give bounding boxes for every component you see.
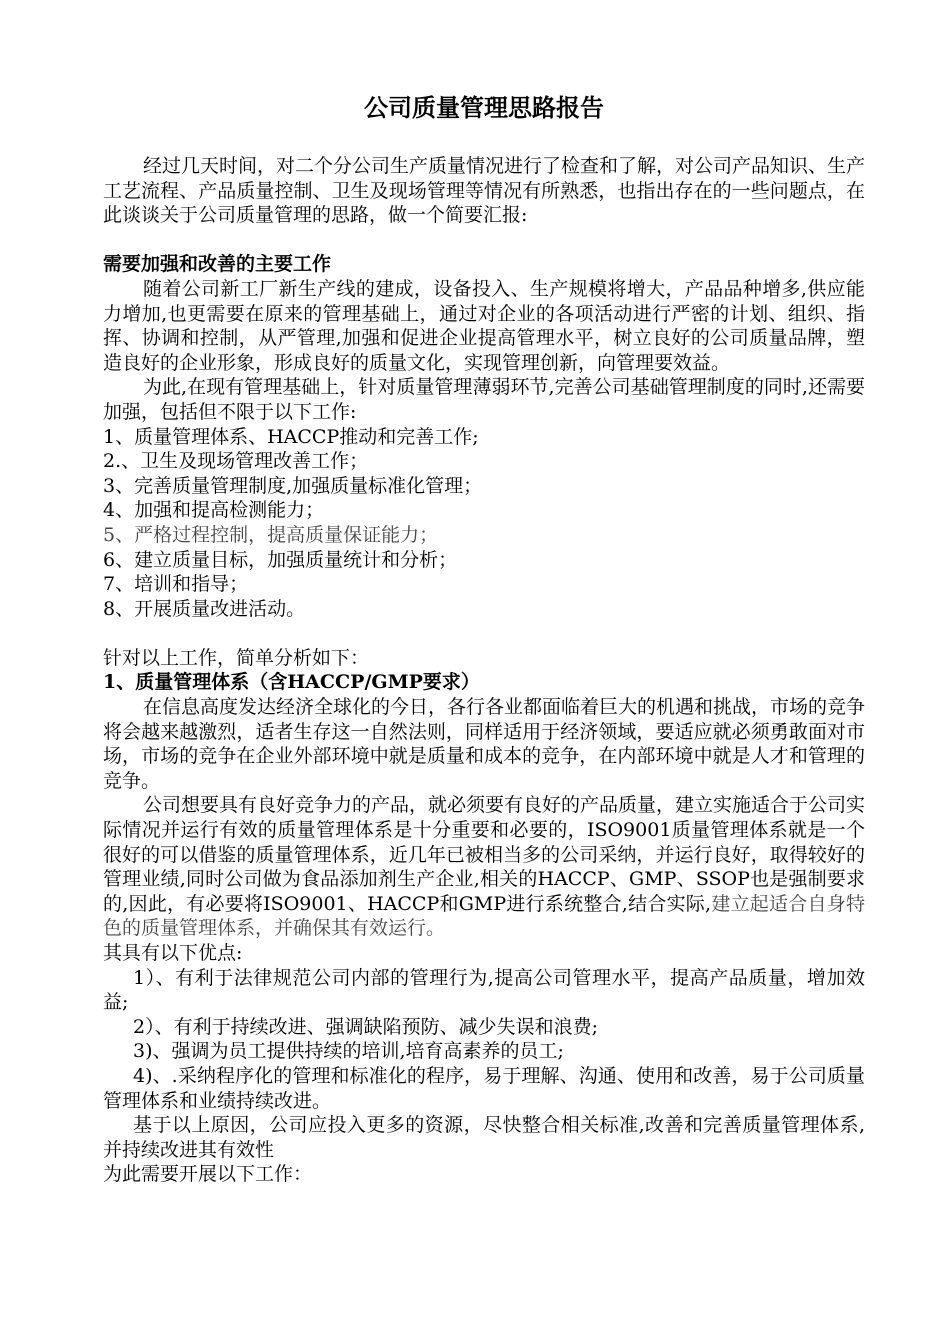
work-item-6: 6、建立质量目标，加强质量统计和分析； (103, 548, 458, 571)
advantages-label: 其具有以下优点: (103, 942, 243, 964)
work-item-5: 5、严格过程控制，提高质量保证能力； (103, 523, 439, 546)
work-item-3: 3、完善质量管理制度,加强质量标准化管理； (103, 474, 483, 497)
advantage-3: 3)、强调为员工提供持续的培训,培育高素养的员工; (133, 1040, 564, 1063)
qms-paragraph-2-tail: 建立起适合自身特色的质量管理体系，并确保其有效运行。 (103, 892, 865, 940)
qms-paragraph-4: 为此需要开展以下工作： (103, 1163, 313, 1186)
qms-paragraph-1: 在信息高度发达经济全球化的今日，各行各业都面临着巨大的机遇和挑战，市场的竞争将会越来越激烈，适者生存这一自然法则，同样适用于经济领域，要适应就必须勇敢面对市场，市场的竞争在企业外部环境中就是质量和成本的竞争，在内部环境中就是人才和管理的竞争。 (103, 696, 866, 792)
section-heading-main-work: 需要加强和改善的主要工作 (103, 253, 332, 276)
work-item-4: 4、加强和提高检测能力； (103, 499, 325, 522)
advantage-4: 4)、.采纳程序化的管理和标准化的程序，易于理解、沟通、使用和改善，易于公司质量管理体系和业绩持续改进。 (103, 1064, 865, 1112)
work-item-8: 8、开展质量改进活动。 (103, 597, 306, 620)
work-item-2: 2.、卫生及现场管理改善工作； (103, 450, 369, 473)
main-work-paragraph-1: 随着公司新工厂新生产线的建成，设备投入、生产规模将增大，产品品种增多,供应能力增加,也更需要在原来的管理基础上，通过对企业的各项活动进行严密的计划、组织、指挥、协调和控制，从严管理,加强和促进企业提高管理水平，树立良好的公司质量品牌，塑造良好的企业形象，形成良好的质量文化，实现管理创新，向管理要效益。 (103, 277, 865, 374)
document-title: 公司质量管理思路报告 (364, 93, 604, 122)
main-work-paragraph-2: 为此,在现有管理基础上，针对质量管理薄弱环节,完善公司基础管理制度的同时,还需要加强，包括但不限于以下工作: (103, 376, 865, 423)
work-item-7: 7、培训和指导； (103, 573, 249, 596)
analysis-intro: 针对以上工作，简单分析如下： (103, 646, 370, 669)
advantage-1: 1）、有利于法律规范公司内部的管理行为,提高公司管理水平，提高产品质量，增加效益; (103, 966, 865, 1014)
qms-paragraph-2-main: 公司想要具有良好竞争力的产品，就必须要有良好的产品质量，建立实施适合于公司实际情况并运行有效的质量管理体系是十分重要和必要的，ISO9001质量管理体系就是一个很好的可以借鉴的质量管理体系，近几年已被相当多的公司采纳，并运行良好，取得较好的管理业绩,同时公司做为食品添加剂生产企业,相关的HACCP、GMP、SSOP也是强制要求的,因此，有必要将ISO9001、HACCP和GMP进行系统整合,结合实际, (103, 794, 866, 915)
section-heading-qms: 1、质量管理体系（含HACCP/GMP要求） (103, 671, 480, 694)
spacer (103, 621, 865, 646)
qms-paragraph-2 (103, 793, 865, 941)
work-item-1: 1、质量管理体系、HACCP推动和完善工作; (103, 425, 479, 448)
document-page (103, 92, 865, 1187)
advantage-2: 2）、有利于持续改进、强调缺陷预防、减少失误和浪费; (133, 1015, 598, 1038)
spacer (103, 228, 865, 253)
qms-paragraph-3: 基于以上原因，公司应投入更多的资源，尽快整合相关标准,改善和完善质量管理体系,并持续改进其有效性 (103, 1114, 865, 1161)
intro-paragraph: 经过几天时间，对二个分公司生产质量情况进行了检查和了解，对公司产品知识、生产工艺流程、产品质量控制、卫生及现场管理等情况有所熟悉，也指出存在的一些问题点，在此谈谈关于公司质量管理的思路，做一个简要汇报: (103, 155, 866, 227)
